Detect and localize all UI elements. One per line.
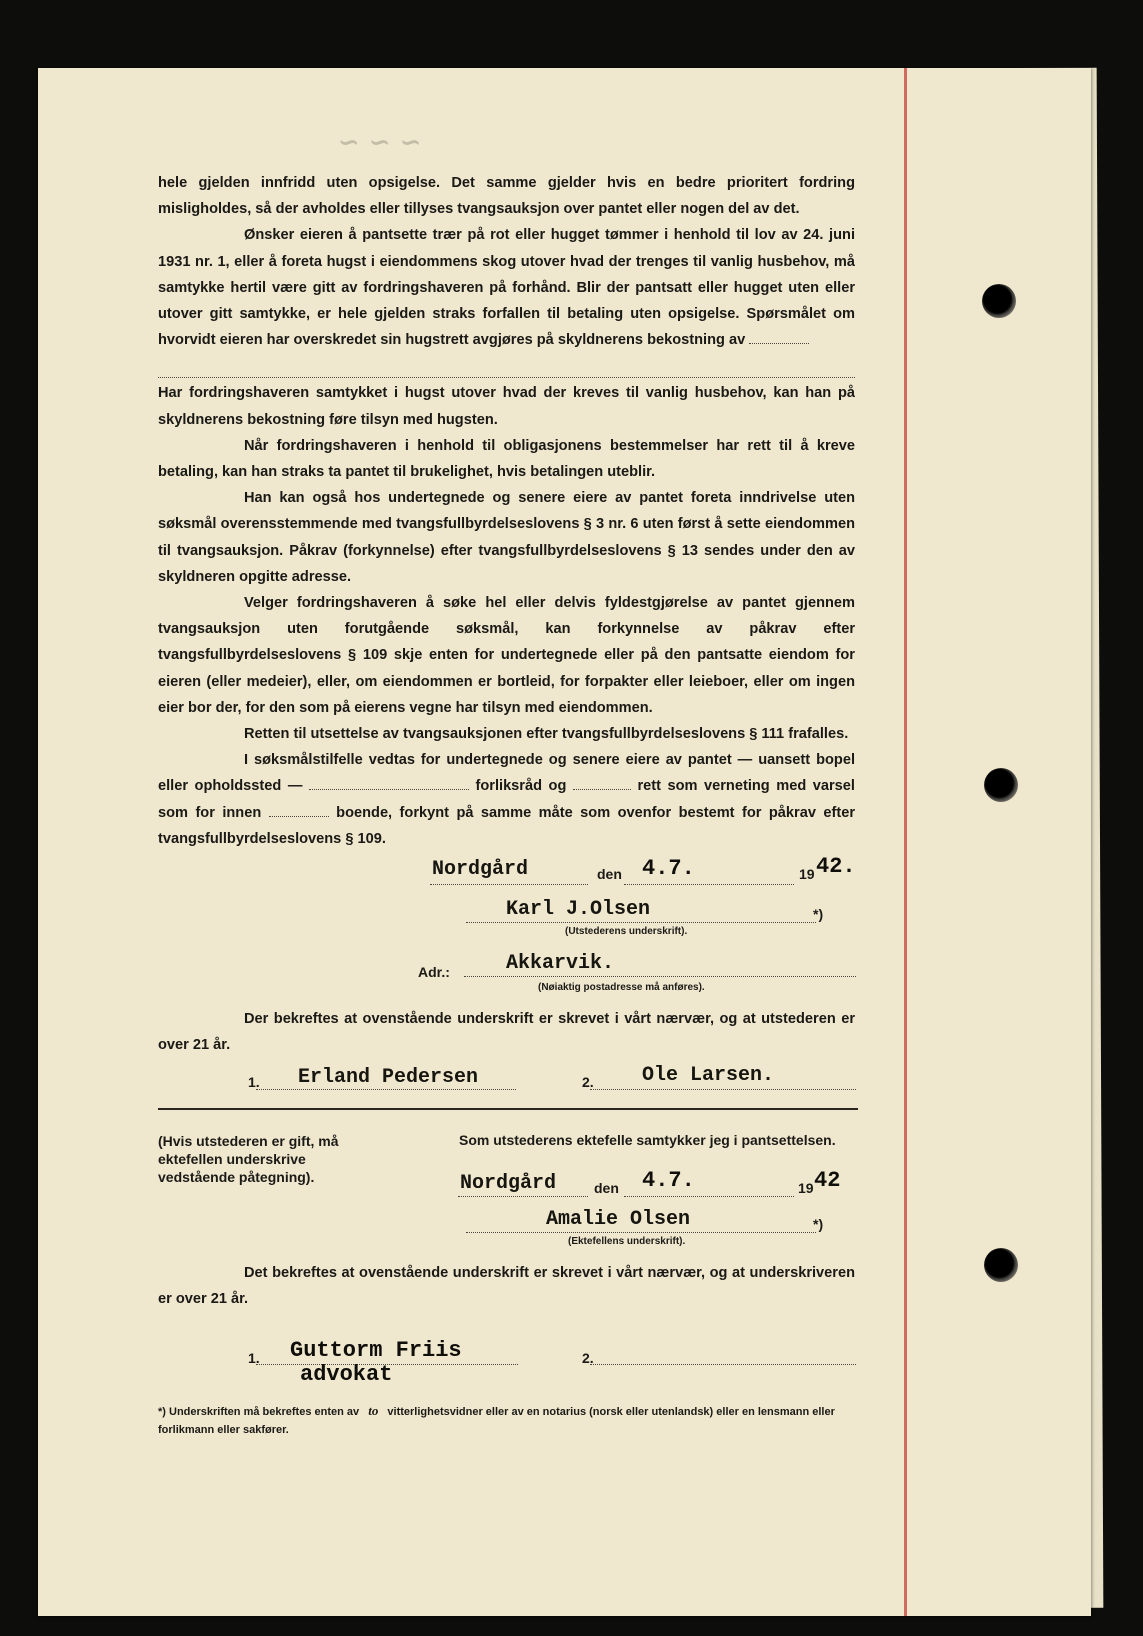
bleed-through-mark: ~ ~ ~ <box>338 128 422 158</box>
spouse-caption: (Ektefellens underskrift). <box>568 1236 686 1247</box>
witness1-number-2: 2. <box>582 1074 594 1090</box>
witness1-number-1: 1. <box>248 1074 260 1090</box>
red-margin-line <box>904 68 907 1616</box>
address-line <box>464 976 856 977</box>
spouse-consent: Som utstederens ektefelle samtykker jeg i pantsettelsen. <box>459 1132 836 1148</box>
witness2-number-2: 2. <box>582 1350 594 1366</box>
witness-statement-2 <box>158 1260 855 1312</box>
paragraph-3: Har fordringshaveren samtykket i hugst utover hvad der kreves til vanlig husbehov, kan han på skyldnerens bekostning føre tilsyn med hugsten. <box>158 385 855 428</box>
spouse-den-label: den <box>594 1180 619 1196</box>
issuer-signature: Karl J.Olsen <box>506 898 651 921</box>
section-divider <box>158 1108 858 1110</box>
footnote-text-a: *) Underskriften må bekreftes enten av <box>158 1406 360 1418</box>
spouse-year-prefix: 19 <box>798 1180 814 1196</box>
witness2-number-1: 1. <box>248 1350 260 1366</box>
spouse-place-line <box>458 1196 588 1197</box>
issuer-year: 42. <box>816 854 856 879</box>
spouse-note: (Hvis utstederen er gift, må ektefellen underskrive vedstående påtegning). <box>158 1133 339 1185</box>
issuer-place: Nordgård <box>432 858 529 881</box>
witness2-name-1: Guttorm Friis <box>290 1338 462 1363</box>
issuer-caption: (Utstederens underskrift). <box>565 926 688 937</box>
footnote-handwritten-count: to <box>368 1403 379 1418</box>
paragraph-1: hele gjelden innfridd uten opsigelse. Det samme gjelder hvis en bedre prioritert fordring misligholdes, så der avholdes eller tillyses tvangsauksjon over pantet eller nogen del av det. <box>158 175 855 218</box>
punch-hole-middle <box>984 768 1018 802</box>
date-line <box>624 884 794 885</box>
witness2-title-1: advokat <box>300 1362 393 1387</box>
main-text <box>158 170 855 852</box>
address-caption: (Nøiaktig postadresse må anføres). <box>538 982 705 993</box>
issuer-year-prefix: 19 <box>799 866 815 882</box>
issuer-signature-line <box>466 922 816 923</box>
paragraph-5: Han kan også hos undertegnede og senere eiere av pantet foreta inndrivelse uten søksmål overensstemmende med tvangsfullbyrdelseslovens § 3 nr. 6 uten først å sette eiendommen til tvangsauksjon. Påkrav (forkynnelse) efter tvangsfullbyrdelseslovens § 13 sendes under den av skyldneren opgitte adresse. <box>158 490 855 585</box>
punch-hole-top <box>982 284 1016 318</box>
witness1-line-1 <box>256 1089 516 1090</box>
issuer-footnote-marker: *) <box>813 906 824 922</box>
paragraph-7: Retten til utsettelse av tvangsauksjonen efter tvangsfullbyrdelseslovens § 111 frafalles. <box>244 726 849 743</box>
dotted-fill-line <box>158 353 855 378</box>
footnote-text-b: vitterlighetsvidner eller av en notarius (norsk eller utenlandsk) eller en lensmann eller forlikmann eller sakfører. <box>158 1406 835 1436</box>
witness2-line-2 <box>590 1364 856 1365</box>
spouse-place: Nordgård <box>460 1172 557 1195</box>
footnote <box>158 1402 858 1439</box>
witness1-line-2 <box>590 1089 856 1090</box>
paragraph-8: I søksmålstilfelle vedtas for undertegnede og senere eiere av pantet — uansett bopel eller opholdssted — forliksråd og rett som verneting med varsel som for innen boende, forkynt på samme måte som ovenfor bestemt for påkrav efter tvangsfullbyrdelseslovens § 109. <box>158 752 856 847</box>
paragraph-2: Ønsker eieren å pantsette trær på rot eller hugget tømmer i henhold til lov av 24. juni 1931 nr. 1, eller å foreta hugst i eiendommens skog utover hvad der trenges til vanlig husbehov, må samtykke hertil være gitt av fordringshaveren på forhånd. Blir der pantsatt eller hugget uten eller utover gitt samtykke, er hele gjelden straks forfallen til betaling uten opsigelse. Spørsmålet om hvorvidt eieren har overskredet sin hugstrett avgjøres på skyldnerens bekostning av <box>158 227 855 349</box>
spouse-signature: Amalie Olsen <box>546 1208 691 1231</box>
spouse-date: 4.7. <box>642 1168 695 1193</box>
witness1-name-1: Erland Pedersen <box>298 1066 479 1089</box>
witness1-name-2: Ole Larsen. <box>642 1064 775 1087</box>
paragraph-4: Når fordringshaveren i henhold til obligasjonens bestemmelser har rett til å kreve betaling, kan han straks ta pantet til brukelighet, hvis betalingen uteblir. <box>158 437 855 481</box>
witness-text-1: Der bekreftes at ovenstående underskrift er skrevet i vårt nærvær, og at utstederen er over 21 år. <box>158 1011 855 1054</box>
issuer-den-label: den <box>597 866 622 882</box>
punch-hole-bottom <box>984 1248 1018 1282</box>
issuer-date: 4.7. <box>642 856 695 881</box>
witness-text-2: Det bekreftes at ovenstående underskrift er skrevet i vårt nærvær, og at underskriveren er over 21 år. <box>158 1265 855 1308</box>
paragraph-6: Velger fordringshaveren å søke hel eller delvis fyldestgjørelse av pantet gjennem tvangsauksjon uten forutgående søksmål, kan forkynnelse av påkrav efter tvangsfullbyrdelseslovens § 109 skje enten for undertegnede eller på den pantsatte eiendom for eieren (eller medeier), eller, om eiendommen er bortleid, for forpakter eller leieboer, eller om ingen eier bor der, for den som på eierens vegne har tilsyn med eiendommen. <box>158 595 855 716</box>
document-page <box>38 68 1091 1616</box>
spouse-signature-line <box>466 1232 816 1233</box>
place-line <box>430 884 588 885</box>
spouse-footnote-marker: *) <box>813 1216 824 1232</box>
address-label: Adr.: <box>418 964 450 980</box>
spouse-date-line <box>624 1196 794 1197</box>
spouse-year: 42 <box>814 1168 841 1193</box>
issuer-address: Akkarvik. <box>506 952 615 975</box>
witness-statement-1 <box>158 1006 855 1058</box>
